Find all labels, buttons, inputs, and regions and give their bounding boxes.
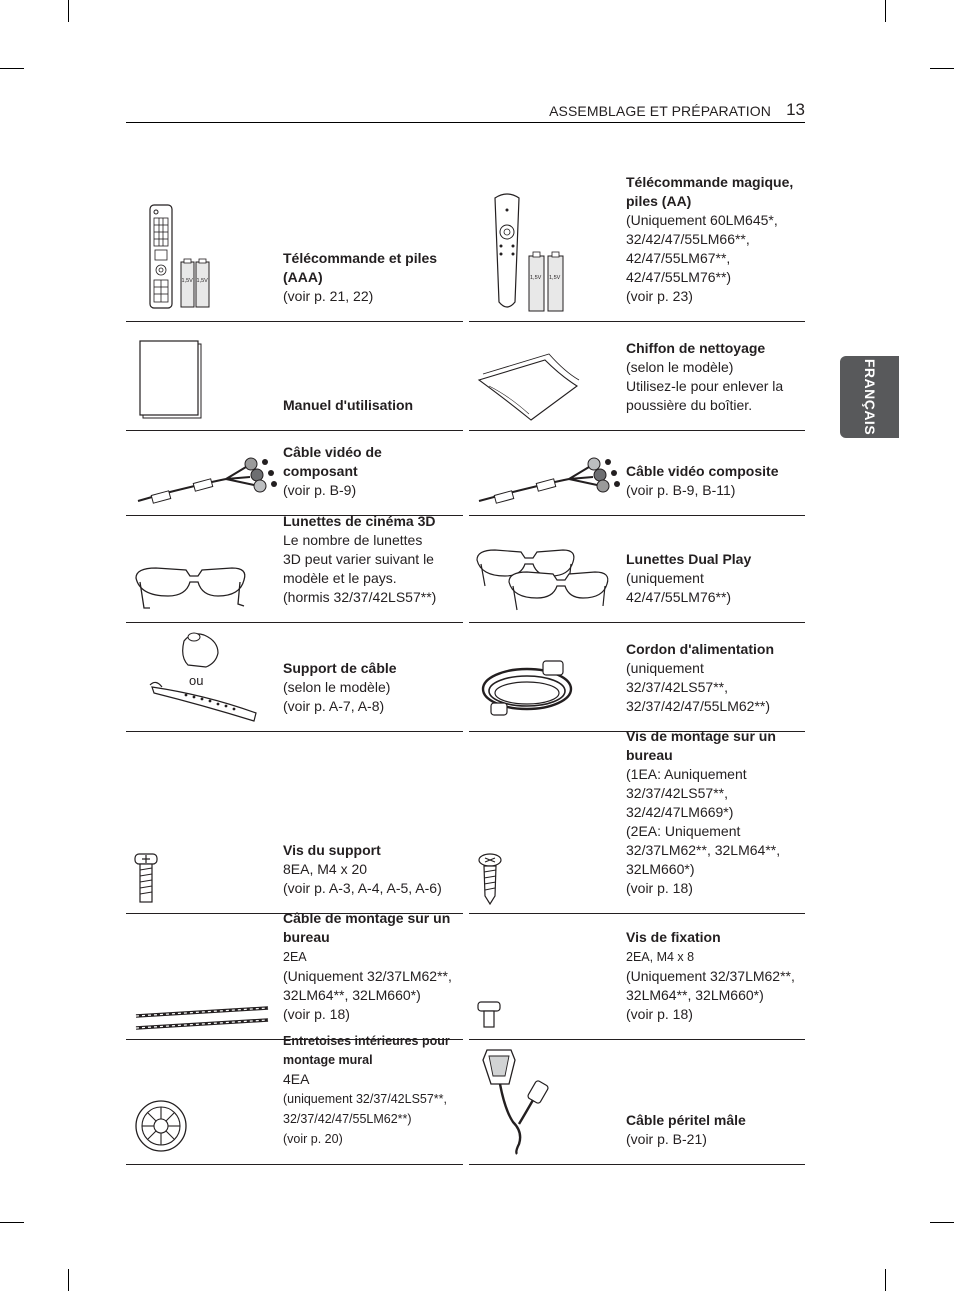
- item-text: [626, 339, 801, 415]
- item-component-cable: [126, 431, 463, 516]
- composite-cable-illustration: [469, 431, 621, 515]
- remote-control-icon: [126, 180, 278, 321]
- item-remote-control: [126, 180, 463, 322]
- scart-cable-icon: [469, 1040, 621, 1164]
- remote-control-illustration: [126, 180, 278, 321]
- item-title: Télécommande magique, piles (AA): [626, 174, 794, 209]
- item-line: (uniquement: [626, 660, 704, 676]
- item-text: [626, 640, 801, 716]
- item-line: (uniquement: [626, 570, 704, 586]
- item-line: Utilisez-le pour enlever la: [626, 378, 784, 394]
- item-desk-mount-screw: [469, 728, 805, 914]
- language-tab: [840, 356, 899, 438]
- item-line: 32LM660*): [626, 861, 695, 877]
- item-line: 8EA, M4 x 20: [283, 861, 368, 877]
- dual-play-glasses-icon: [469, 516, 621, 622]
- item-line: 32LM64**, 32LM660*): [283, 987, 421, 1003]
- item-scart-cable: [469, 1040, 805, 1165]
- item-title: Cordon d'alimentation: [626, 641, 774, 657]
- item-title: Vis de montage sur un bureau: [626, 728, 776, 763]
- item-line: (uniquement 32/37/42LS57**,: [283, 1092, 448, 1106]
- crop-mark: [0, 1222, 24, 1223]
- item-line: 2EA: [283, 950, 307, 964]
- item-line: 42/47/55LM67**,: [626, 250, 731, 266]
- item-line: (Uniquement 32/37LM62**,: [283, 968, 452, 984]
- desk-cable-icon: [126, 914, 278, 1039]
- item-line: (2EA: Uniquement: [626, 823, 741, 839]
- or-label: ou: [189, 673, 204, 688]
- item-cable-holder: [126, 623, 463, 732]
- item-line: 42/47/55LM76**): [626, 269, 732, 285]
- battery-label: 1,5V: [530, 275, 542, 281]
- composite-cable-icon: [469, 431, 621, 515]
- item-line: 32/42/47/55LM66**,: [626, 231, 750, 247]
- item-line: (voir p. 18): [626, 1006, 693, 1022]
- item-line: modèle et le pays.: [283, 570, 397, 586]
- item-cleaning-cloth: [469, 322, 805, 431]
- item-line: 32/37/42/47/55LM62**): [626, 698, 770, 714]
- crop-mark: [885, 1269, 886, 1291]
- item-text: [283, 396, 459, 415]
- section-title: ASSEMBLAGE ET PRÉPARATION: [549, 103, 771, 119]
- item-title: Manuel d'utilisation: [283, 397, 414, 413]
- item-text: [283, 659, 459, 716]
- item-line: 32LM64**, 32LM660*): [626, 987, 764, 1003]
- item-desk-mount-cable: [126, 910, 463, 1040]
- item-line: 32/37LM62**, 32LM64**,: [626, 842, 781, 858]
- item-wall-mount-spacers: [126, 1034, 463, 1165]
- item-stand-screws: [126, 732, 463, 914]
- item-text: [283, 909, 459, 1024]
- item-line: (voir p. B-21): [626, 1131, 707, 1147]
- crop-mark: [68, 1269, 69, 1291]
- item-title: Câble péritel mâle: [626, 1112, 746, 1128]
- item-text: [626, 1111, 801, 1149]
- item-line: (voir p. 23): [626, 288, 693, 304]
- item-fixing-screws: [469, 914, 805, 1040]
- item-title: Câble vidéo composite: [626, 463, 779, 479]
- 3d-glasses-illustration: [126, 516, 278, 622]
- item-line: (selon le modèle): [283, 679, 391, 695]
- item-line: (hormis 32/37/42LS57**): [283, 589, 437, 605]
- item-line: 42/47/55LM76**): [626, 589, 732, 605]
- spacer-icon: [126, 1040, 278, 1164]
- item-line: (voir p. A-3, A-4, A-5, A-6): [283, 880, 442, 896]
- item-line: (voir p. B-9): [283, 482, 357, 498]
- spacer-illustration: [126, 1040, 278, 1164]
- desk-screw-illustration: [469, 732, 621, 913]
- page-header: [126, 100, 805, 123]
- cloth-illustration: [469, 322, 621, 430]
- 3d-glasses-icon: [126, 516, 278, 622]
- manual-illustration: [126, 322, 278, 430]
- item-line: (voir p. 21, 22): [283, 288, 374, 304]
- power-cord-icon: [469, 623, 621, 731]
- item-line: 32/37/42LS57**,: [626, 679, 728, 695]
- item-line: 2EA, M4 x 8: [626, 950, 695, 964]
- dual-play-glasses-illustration: [469, 516, 621, 622]
- magic-remote-icon: [469, 180, 621, 321]
- item-user-manual: [126, 322, 463, 431]
- item-line: (selon le modèle): [626, 359, 734, 375]
- item-text: [626, 727, 801, 898]
- item-line: Le nombre de lunettes: [283, 532, 423, 548]
- item-title: Lunettes Dual Play: [626, 551, 752, 567]
- magic-remote-illustration: [469, 180, 621, 321]
- item-line: 3D peut varier suivant le: [283, 551, 434, 567]
- battery-label: 1,5V: [196, 278, 208, 284]
- item-title: Câble vidéo de composant: [283, 444, 382, 479]
- item-title: Entretoises intérieures pour montage mural: [283, 1034, 450, 1067]
- fixing-screw-illustration: [469, 914, 621, 1039]
- item-power-cord: [469, 623, 805, 732]
- item-dual-play-glasses: [469, 516, 805, 623]
- item-title: Vis du support: [283, 842, 381, 858]
- crop-mark: [68, 0, 69, 22]
- item-title: Lunettes de cinéma 3D: [283, 513, 436, 529]
- item-text: [283, 249, 459, 306]
- item-line: (voir p. 18): [283, 1006, 350, 1022]
- item-3d-glasses: [126, 513, 463, 623]
- battery-label: 1,5V: [549, 275, 561, 281]
- item-text: [626, 462, 801, 500]
- item-text: [283, 841, 459, 898]
- component-cable-illustration: [126, 431, 278, 515]
- item-title: Vis de fixation: [626, 929, 721, 945]
- crop-mark: [0, 68, 24, 69]
- item-title: Télécommande et piles (AAA): [283, 250, 438, 285]
- item-title: Câble de montage sur un bureau: [283, 910, 451, 945]
- item-text: [626, 550, 801, 607]
- crop-mark: [930, 68, 954, 69]
- crop-mark: [930, 1222, 954, 1223]
- item-title: Support de câble: [283, 660, 397, 676]
- item-line: 32/37/42/47/55LM62**): [283, 1112, 412, 1126]
- scart-cable-illustration: [469, 1040, 621, 1164]
- item-line: (voir p. 20): [283, 1132, 343, 1146]
- item-line: (voir p. 18): [626, 880, 693, 896]
- item-text: [283, 1032, 459, 1149]
- item-line: 32/37/42LS57**,: [626, 785, 728, 801]
- component-cable-icon: [126, 431, 278, 515]
- item-magic-remote: [469, 174, 805, 322]
- item-text: [626, 928, 801, 1024]
- item-line: 32/42/47LM669*): [626, 804, 734, 820]
- cloth-icon: [469, 322, 621, 430]
- item-text: [283, 512, 459, 607]
- item-line: 4EA: [283, 1071, 310, 1087]
- battery-label: 1,5V: [181, 278, 193, 284]
- item-line: (Uniquement 32/37LM62**,: [626, 968, 795, 984]
- item-line: (1EA: Auniquement: [626, 766, 747, 782]
- manual-icon: [126, 322, 278, 430]
- item-title: Chiffon de nettoyage: [626, 340, 766, 356]
- item-composite-cable: [469, 431, 805, 516]
- screw-icon: [469, 732, 621, 913]
- item-text: [283, 443, 459, 500]
- cable-holder-illustration: [126, 623, 278, 731]
- language-tab-label: FRANÇAIS: [861, 358, 878, 436]
- page-number: 13: [786, 100, 805, 119]
- item-line: (voir p. B-9, B-11): [626, 482, 736, 498]
- stand-screw-illustration: [126, 732, 278, 913]
- desk-cable-illustration: [126, 914, 278, 1039]
- screw-icon: [126, 732, 278, 913]
- item-line: poussière du boîtier.: [626, 397, 753, 413]
- item-line: (Uniquement 60LM645*,: [626, 212, 778, 228]
- item-text: [626, 173, 801, 306]
- item-line: (voir p. A-7, A-8): [283, 698, 385, 714]
- power-cord-illustration: [469, 623, 621, 731]
- screw-icon: [469, 914, 621, 1039]
- crop-mark: [885, 0, 886, 22]
